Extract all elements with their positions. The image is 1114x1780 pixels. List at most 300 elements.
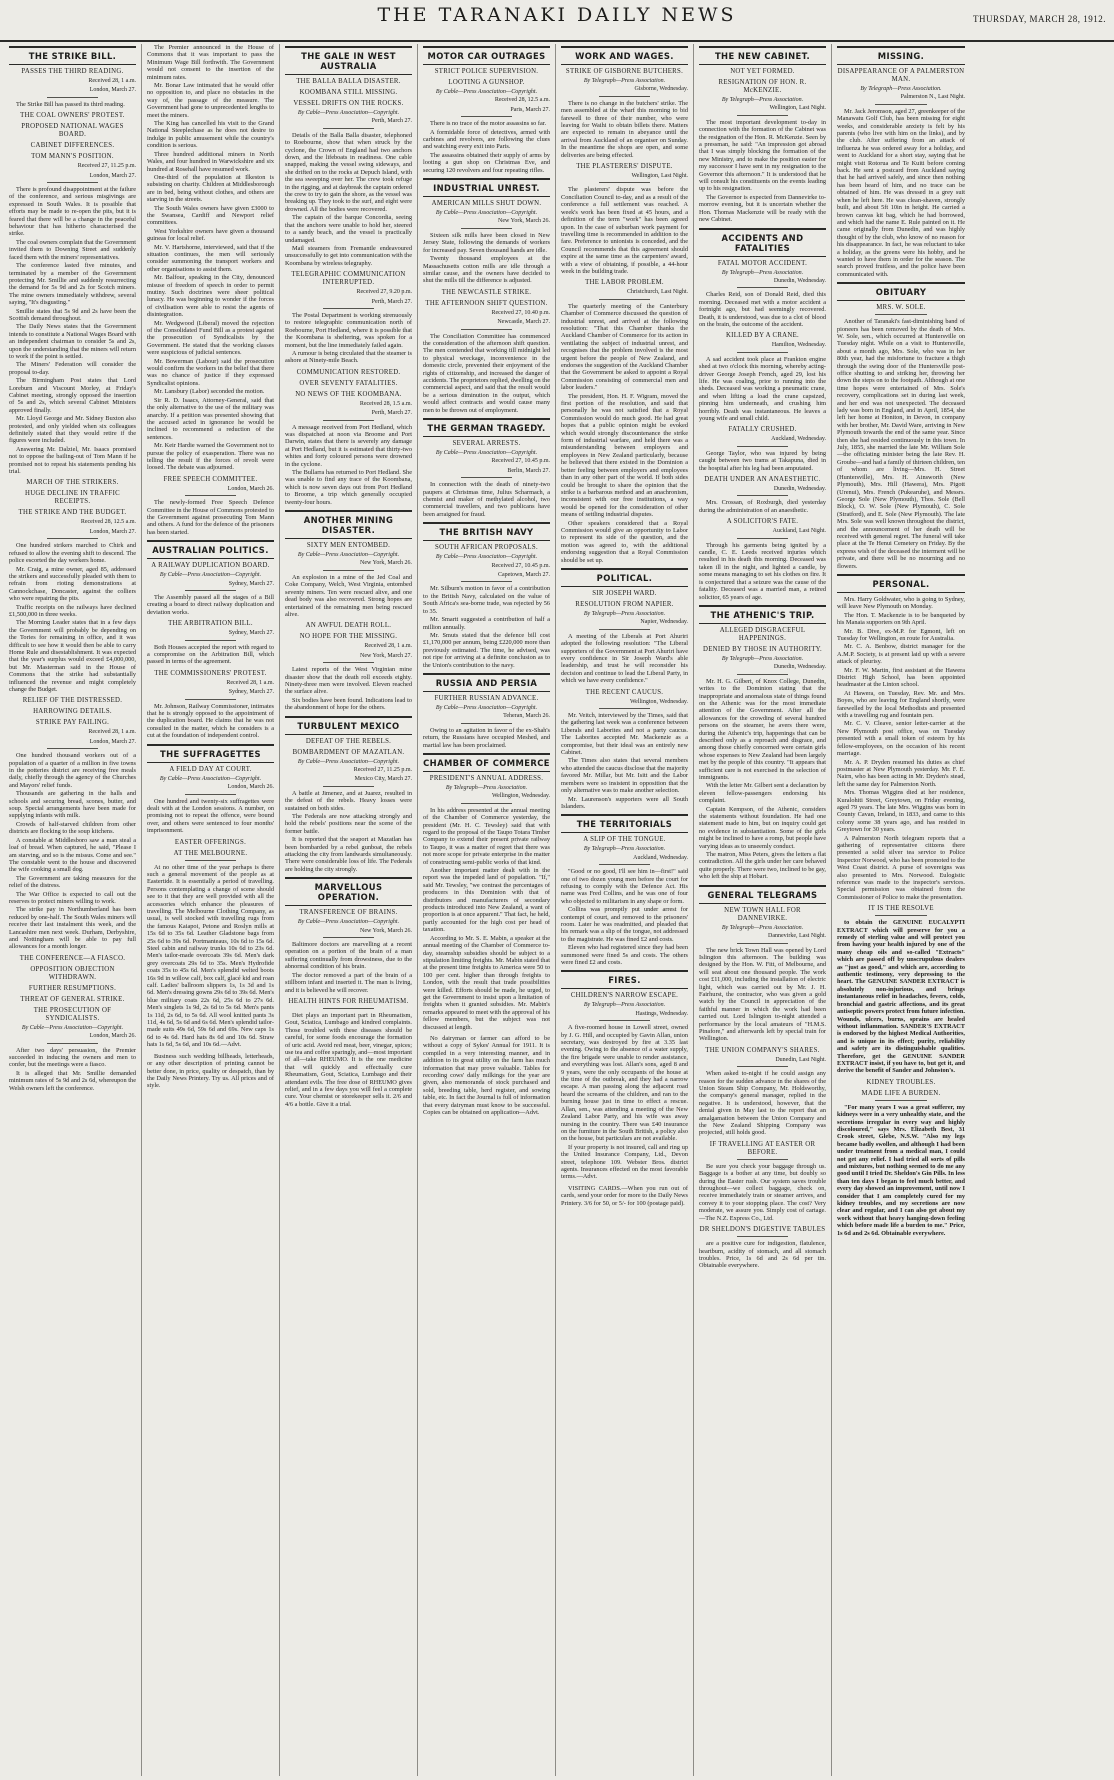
article-dateline: Wellington, Last Night. <box>769 105 826 112</box>
news-article <box>147 44 274 472</box>
article-paragraph: Latest reports of the West Virginian mine disaster show that the death roll exceeds eighty. Ninety-three men were involved. Eleven reached the surface alive. <box>285 666 412 696</box>
article-paragraph: The newly-formed Free Speech Defence Committee in the House of Commons protested to the Government against prosecuting Tom Mann and others. A fund for the defence of the prisoners has been started. <box>147 499 274 536</box>
article-subheading: SIR JOSEPH WARD. <box>592 589 657 597</box>
article-byline: By Telegraph—Press Association. <box>583 1002 666 1009</box>
article-paragraph: Charles Reid, son of Donald Reid, died this morning. Deceased met with a motor accident a fortnight ago, but had seemingly recovered. Death, it is understood, was due to a clot of blood on the brain, the outcome of the accident. <box>699 291 826 328</box>
article-dateline: London, March 26. <box>227 485 274 492</box>
article-paragraph: The Federals are now attacking strongly and hold the rebels' positions near the scene of the former battle. <box>285 813 412 835</box>
article-paragraph: Traffic receipts on the railways have declined £1,500,000 in three weeks. <box>9 603 136 618</box>
article-subheading: IF TRAVELLING AT EASTER OR BEFORE. <box>709 1140 816 1156</box>
article-paragraph: A rumour is being circulated that the steamer is ashore at Ninety-mile Beach. <box>285 349 412 365</box>
divider-rule <box>737 1159 788 1160</box>
article-subheading: KILLED BY A CRANE. <box>725 332 800 340</box>
article-paragraph: Mr. Lansbury (Labor) seconded the motion. <box>154 388 265 396</box>
news-column <box>832 44 970 1776</box>
news-article <box>561 568 688 685</box>
article-subheading: A SLIP OF THE TONGUE. <box>583 836 666 844</box>
article-dateline: London, March 27. <box>89 87 136 94</box>
article-dateline: Received 28, 1 a.m. <box>88 729 136 736</box>
article-subheading: STRIKE OF GISBORNE BUTCHERS. <box>565 68 684 75</box>
divider-rule <box>185 860 236 861</box>
article-paragraph: Eleven who had registered since they had been summoned were fined 5s and costs. The others were fined £2 and costs. <box>561 944 688 966</box>
article-subheading: NOT YET FORMED. <box>730 68 795 75</box>
issue-date: THURSDAY, MARCH 28, 1912. <box>972 14 1106 24</box>
article-subheading: LOOTING A GUNSHOP. <box>448 79 525 86</box>
article-dateline: Mexico City, March 27. <box>354 776 412 783</box>
article-subheading: DISAPPEARANCE OF A PALMERSTON MAN. <box>837 68 965 83</box>
article-paragraph: The Times also states that several members who attended the caucus disclose that the majority favored Mr. Millar, but Mr. Isitt and the Labor members were so insistent in opposition that the only alternative was to make another selection. <box>561 757 688 795</box>
article-paragraph: are a positive cure for indigestion, flatulence, heartburn, acidity of stomach, and all stomach troubles. Price, 1s 6d and 2s 6d per tin. Obtainable everywhere. <box>699 1240 826 1270</box>
article-dateline: London, March 27. <box>89 172 136 179</box>
article-byline: By Telegraph—Press Association. <box>721 655 804 662</box>
article-subheading: HARROWING DETAILS. <box>33 708 112 716</box>
article-headline: OBITUARY <box>837 282 965 301</box>
article-dateline: Palmerston N., Last Night. <box>900 94 965 101</box>
news-article <box>561 163 688 275</box>
news-article <box>699 46 826 224</box>
article-subheading: THE COMMISSIONERS' PROTEST. <box>154 669 267 677</box>
article-dateline: Paris, March 27. <box>510 106 550 113</box>
divider-rule <box>461 477 512 478</box>
article-paragraph: The Conciliation Committee has commenced the consideration of the afternoon shift question. The men contended that working till midnight led to physical wreckage, inconvenience in the domestic circle, prevented their enjoyment of the rights of citizenship, and increased the danger of accidents. The proprietors replied, dwelling on the commercial aspect, and said that the result would be a serious diminution in the output, which would affect contracts and would cause many men to be thrown out of employment. <box>423 332 550 414</box>
article-dateline: Received 28, 1.5 a.m. <box>359 400 412 407</box>
divider-rule <box>737 446 788 447</box>
article-dateline: New York, March 26. <box>360 927 412 934</box>
divider-rule <box>737 1066 788 1067</box>
article-subheading: BOMBARDMENT OF MAZATLAN. <box>292 748 405 756</box>
news-article <box>147 620 274 666</box>
article-headline: ANOTHER MINING DISASTER. <box>285 510 412 539</box>
article-paragraph: One-third of the population at Ilkeston is subsisting on charity. Children at Middlesborough are in bed, being without clothes, and others are starving in the streets. <box>147 173 274 204</box>
article-paragraph: No dairyman or farmer can afford to be without a copy of Sykes' Annual for 1911. It is compiled in a very interesting manner, and in addition to its great utility on the farm has much information that may prove valuable. Tables for recording cows' daily milkings for the year are given, also memoranda of stock purchased and sold, breeding table, herd register, and sowing table, etc. In fact the Journal is full of information that every dairyman must know to be successful. Copies can be obtained on application—Advt. <box>423 1034 550 1117</box>
article-subheading: A RAILWAY DUPLICATION BOARD. <box>151 562 270 570</box>
article-dateline: Received 27, 10.45 p.m. <box>491 562 550 569</box>
article-paragraph: Captain Kempson, of the Athenic, considers the statements without foundation. He had one statement made to him, but on inquiry could get no evidence in substantiation. Some of the girls might be inclined to have a romp, but people have varying ideas as to unseemly conduct. <box>699 805 826 850</box>
divider-rule <box>47 538 98 539</box>
article-paragraph: The Miners' Federation will consider the proposal to-day. <box>9 361 136 376</box>
article-paragraph: The Daily News states that the Government intends to constitute a National Wages Board with an independent chairman to consider 5s and 2s, upon the understanding that the miners will return to work if the point is settled. <box>9 323 136 360</box>
article-subheading: THREAT OF GENERAL STRIKE. <box>20 995 125 1003</box>
article-subheading: THE UNION COMPANY'S SHARES. <box>705 1046 820 1054</box>
news-article <box>699 332 826 422</box>
article-paragraph: A five-roomed house in Lowell street, owned by J. G. Hill, and occupied by Gavin Allan, union secretary, was destroyed by fire at 3.35 last evening. Owing to the absence of a water supply, the fire brigade were unable to render assistance, and everything was lost. Allan's sons, aged 8 and 9 years, were the only occupants of the house at the time of the outbreak, and they had a narrow escape. A man passing along the adjacent road heard the screams of the children, and ran to the burning house just in time to effect a rescue. Allan, sen., was attending a meeting of the New Zealand Labor Party, and his wife was away nursing in the country. There was £40 insurance on the furniture in the South British, a policy also on the house, but particulars are not available. <box>561 1024 688 1143</box>
article-byline: By Telegraph—Press Association. <box>445 784 528 791</box>
divider-rule <box>185 590 236 591</box>
article-paragraph: Crowds of half-starved children from other districts are flocking to the soup kitchens. <box>9 820 136 836</box>
article-dateline: New York, March 26. <box>360 560 412 567</box>
article-subheading: THE STRIKE AND THE BUDGET. <box>18 509 127 517</box>
article-subheading: THE LABOR PROBLEM. <box>585 279 664 287</box>
news-article <box>837 574 965 901</box>
article-headline: THE SUFFRAGETTES <box>147 744 274 763</box>
divider-rule <box>461 116 512 117</box>
article-subheading: STRICT POLICE SUPERVISION. <box>434 68 539 75</box>
article-dateline: Capetown, March 27. <box>498 572 550 579</box>
article-subheading: FURTHER RESUMPTIONS. <box>28 984 117 992</box>
article-paragraph: Mrs. Harry Goldwater, who is going to Sydney, will leave New Plymouth on Monday. <box>837 595 965 611</box>
article-paragraph: VISITING CARDS.—When you run out of cards, send your order for more to the Daily News Printery. 3/6 for 50, or 5/- for 100 (postage paid). <box>561 1184 688 1207</box>
article-headline: MARVELLOUS OPERATION. <box>285 877 412 906</box>
article-dateline: Received 27, 9.20 p.m. <box>356 289 412 296</box>
article-dateline: Wellington, Wednesday. <box>629 698 688 705</box>
article-byline: By Telegraph—Press Association. <box>860 86 942 92</box>
divider-rule <box>185 699 236 700</box>
article-paragraph: It is alleged that Mr. Smillie demanded minimum rates of 5s 9d and 2s 6d, whereupon the Welsh owners left the conference. <box>9 1069 136 1092</box>
article-subheading: DR SHELDON'S DIGESTIVE TABULES <box>699 1226 826 1234</box>
news-article <box>837 282 965 570</box>
article-paragraph: It is reported that the seaport at Mazatlan has been bombarded by a rebel gunboat, the rebels attacking the city from landwards simultaneously. There were considerable loss of life. The Federals are holding the city strongly. <box>285 836 412 873</box>
divider-rule <box>737 538 788 539</box>
article-paragraph: The South Wales owners have given £3000 to the Swansea, Cardiff and Newport relief committees. <box>147 204 274 227</box>
article-subheading: NO HOPE FOR THE MISSING. <box>299 633 398 641</box>
article-paragraph: With the letter Mr. Gilbert sent a declaration by eleven fellow-passengers endorsing his complaint. <box>699 782 826 805</box>
news-article <box>837 1079 965 1237</box>
article-paragraph: According to Mr. S. E. Mabin, a speaker at the annual meeting of the Chamber of Commerce to-day, steamship subsidies should be subject to a stipulation limiting freights. Mr. Mabin stated that at the present time freights to America were 50 to 100 per cent. higher than through freights to London, with the result that trade possibilities were killed. Efforts should be made, he urged, to get the Government to insist upon a limitation of freights when it granted subsidies. Mr. Mabin's remarks appeared to meet with the approval of his fellow members, but the subject was not discussed at length. <box>423 934 550 1031</box>
article-headline: MOTOR CAR OUTRAGES <box>423 46 550 65</box>
article-subheading: TELEGRAPHIC COMMUNICATION INTERRUPTED. <box>291 271 406 287</box>
article-byline: By Telegraph—Press Association. <box>583 846 666 853</box>
article-byline: By Cable—Press Association—Copyright. <box>297 552 400 559</box>
news-article <box>561 1185 688 1207</box>
article-paragraph: Mr. C. V. Cleave, senior letter-carrier at the New Plymouth post office, was on Tuesday presented with a small token of esteem by his fellow-employees, on the occasion of his recent marriage. <box>837 720 965 758</box>
news-article <box>699 885 826 1043</box>
article-subheading: THE RECENT CAUCUS. <box>585 688 664 696</box>
article-dateline: Dunedin, Wednesday. <box>773 664 826 671</box>
article-paragraph: Both Houses accepted the report with regard to a compromise on the Arbitration Bill, which passed in terms of the agreement. <box>147 643 274 666</box>
article-subheading: SEVERAL ARRESTS. <box>452 440 521 447</box>
article-paragraph: Diet plays an important part in Rheumatism, Gout, Sciatica, Lumbago and kindred complaints. Those troubled with these diseases should be careful, for some foods encourage the formation of uric acid. Avoid red meat, beer, vinegar, spices; use tea and coffee sparingly, and—most important of all—take RHEUMO. It is the one medicine that will quickly and effectually cure Rheumatism, Gout, Sciatica, Lumbago and their attendant evils. The free dose of RHEUMO gives relief, and in a few days you will feel a complete cure. Your chemist or storekeeper sells it. 2/6 and 4/6 a bottle. Give it a trial. <box>285 1011 412 1108</box>
article-subheading: OPPOSITION OBJECTION WITHDRAWN. <box>30 965 115 981</box>
article-paragraph: The plasterers' dispute was before the Conciliation Council to-day, and as a result of the conference a full settlement was reached. A week's work has been fixed at 45 hours, and a definition of the term "work" has been agreed upon. In the case of suburban work payment for travelling time is recommended in addition to the fare. Preference to unionists is conceded, and the Council recommends that this agreement should expire at the same time as the carpenters' award, with a view of obtaining, if possible, a 44-hour week in the building trade. <box>561 186 688 275</box>
news-article <box>561 970 688 1180</box>
article-subheading: STRIKE PAY FAILING. <box>35 719 110 727</box>
article-paragraph: At Hawera, on Tuesday, Rev. Mr. and Mrs. Boyes, who are leaving for England shortly, were farewelled by the local Methodists and presented with a travelling rug and fountain pen. <box>837 689 965 720</box>
article-subheading: THE PROSECUTION OF SYNDICALISTS. <box>33 1006 112 1022</box>
article-byline: By Cable—Press Association—Copyright. <box>435 704 538 711</box>
article-subheading: FREE SPEECH COMMITTEE. <box>163 475 258 483</box>
article-dateline: Dunedin, Wednesday. <box>773 277 826 284</box>
article-dateline: Gisborne, Wednesday. <box>634 86 688 93</box>
news-article <box>423 418 550 518</box>
article-subheading: NO NEWS OF THE KOOMBANA. <box>295 390 402 398</box>
article-dateline: Received 28, 1 a.m. <box>88 78 136 84</box>
article-subheading: PASSES THE THIRD READING. <box>21 68 124 75</box>
article-paragraph: Another of Taranaki's fast-diminishing band of pioneers has been removed by the death of Mrs. W. Sole, sen., which occurred at Huntersville on Tuesday night. While on a visit to Huntersville, about a month ago, Mrs. Sole, who was in her 80th year, had the misfortune to fracture a thigh through the swing door of the Huntersville post-office shutting to and striking her, throwing her down the steps on to the footpath. Although at one time hopes were entertained of Mrs. Sole's recovery, complications set in during last week, and her end was not unexpected. The deceased lady was born in England, and in April, 1854, she left her home at Honiton, in Devon, in company with her brother, Mr. David Ware, arriving in New Plymouth towards the end of the same year. Since then she had resided continuously in this town. In July, 1855, she married the late Mr. William Sole—the officiating minister being the late Rev. H. Groube—and had a family of thirteen children, ten of whom are living—Mrs. H. Street (Huntersville), Mrs. H. Ainsworth (New Plymouth), Mrs. Hill (Hawera), Mrs. Pigott (Urenui), Mrs. French (Pukearuhe), and Messrs. George Sole (New Plymouth), Thos. Sole (Bell Block), O. W. Sole (New Plymouth), C. Sole (Stratford), and E. Sole (New Plymouth). The late Mrs. Sole was well known throughout the district, and the announcement of her death will be received with general regret. The funeral will take place at the Te Henui Cemetery on Friday. By the express wish of the deceased the interment will be private, and there will be no mourning and no flowers. <box>837 318 965 570</box>
divider-rule <box>599 96 650 97</box>
article-paragraph: Twenty thousand employees at the Massachusetts cotton mills are idle through a similar cause, and the owners have decided to shut the mills till the difference is adjusted. <box>423 255 550 285</box>
article-dateline: Sydney, March 27. <box>228 689 274 696</box>
article-paragraph: The quarterly meeting of the Canterbury Chamber of Commerce discussed the question of industrial unrest, and arrived at the following resolution: "That this Chamber thanks the Auckland Chamber of Commerce for its action in ventilating the subject of industrial unrest, and recognises that the problem involved is the most urgent before the people of New Zealand, and endorses the suggestion of the Auckland Chamber that the Government be asked to appoint a Royal Commission consisting of commercial men and labor leaders." <box>561 302 688 392</box>
news-column <box>4 44 142 1776</box>
article-dateline: Perth, March 27. <box>371 118 412 125</box>
news-column <box>280 44 418 1776</box>
article-subheading: TOM MANN'S POSITION. <box>31 153 114 161</box>
news-article <box>699 1226 826 1270</box>
divider-rule <box>47 748 98 749</box>
article-subheading: MRS. W. SOLE. <box>876 304 926 312</box>
article-paragraph: A Palmerston North telegram reports that a gathering of representative citizens there presented a solid silver tea service to Police Inspector Norwood, who has been promoted to the West Coast district. A purse of sovereigns was also presented to Mrs. Norwood. Eulogistic reference was made to the inspector's services. Special permission was obtained from the Commissioner of Police to make the presentation. <box>837 834 965 901</box>
article-dateline: Berlin, March 27. <box>507 467 550 474</box>
news-article <box>699 518 826 601</box>
article-headline: THE BRITISH NAVY <box>423 522 550 541</box>
article-subheading: THE PLASTERERS' DISPUTE. <box>576 163 673 171</box>
article-paragraph: The coal owners complain that the Government invited them to Downing Street and suddenly faced them with the miners' representatives. <box>9 238 136 261</box>
news-article <box>285 716 412 874</box>
article-paragraph: The Bullarra has returned to Port Hedland. She was unable to find any trace of the Koombana, which is now seven days out from Port Hedland to Broome, a trip which generally occupied twenty-four hours. <box>285 469 412 506</box>
article-byline: By Cable—Press Association—Copyright. <box>435 554 538 561</box>
divider-rule <box>875 314 926 315</box>
article-subheading: AN AWFUL DEATH ROLL. <box>305 622 392 630</box>
article-dateline: Dunedin, Wednesday. <box>773 486 826 493</box>
news-article <box>561 814 688 966</box>
article-headline: THE GALE IN WEST AUSTRALIA <box>285 46 412 75</box>
article-dateline: Dunedin, Last Night. <box>775 1056 826 1063</box>
article-paragraph: "For many years I was a great sufferer, my kidneys were in a very unhealthy state, and the secretions irregular in every way and highly discoloured," says Mrs. Elizabeth Best, 31 Crook street, Glebe, N.S.W. "Also my legs became badly swollen, and although I had been under treatment from a medical man, I could not get any relief. I had tried all sorts of pills and mixtures, but nothing seemed to do me any good until I tried Dr. Sheldon's Gin Pills. In less than ten days I began to feel much better, and every day showed an improvement, until now I consider that I am completely cured for my kidney troubles, and my secretions are now clear and regular, and I can also get about my work without that heavy hanging-down feeling which before made life a burden to me." Price, 1s 6d and 2s 6d. Obtainable everywhere. <box>837 1103 966 1237</box>
news-article <box>423 753 550 1031</box>
article-subheading: SIXTY MEN ENTOMBED. <box>306 542 391 550</box>
article-dateline: Sydney, March 27. <box>228 580 274 587</box>
divider-rule <box>461 803 512 804</box>
divider-rule <box>737 674 788 675</box>
divider-rule <box>461 723 512 724</box>
divider-rule <box>47 97 98 98</box>
article-paragraph: The conference lasted five minutes, and terminated by a member of the Government protecting Mr. Smillie and suddenly resurrecting the demand for 5s 9d and 2s for Scotch miners. The mine owners immediately withdrew, several saying, "It's disgusting." <box>9 262 136 307</box>
article-dateline: Received 27, 10.40 p.m. <box>491 309 550 316</box>
divider-rule <box>599 182 650 183</box>
article-dateline: Napier, Wednesday. <box>640 619 688 626</box>
article-headline: ACCIDENTS AND FATALITIES <box>699 228 826 257</box>
article-paragraph: Answering Mr. Dalziel, Mr. Isaacs promised not to oppose the bailing-out of Tom Mann if he promised not to repeat his statements pending his trial. <box>9 445 136 476</box>
article-paragraph: Mr. Smuts stated that the defence bill cost £1,170,000 per annum, being £220,000 more than previously estimated. The time, he advised, was not ripe for arriving at a definite conclusion as to the Union's contribution to the navy. <box>423 631 550 669</box>
news-article <box>699 1047 826 1137</box>
article-subheading: AT THE MELBOURNE. <box>173 849 248 857</box>
divider-rule <box>323 570 374 571</box>
article-paragraph: The strike pay in Northumberland has been reduced by one-half. The South Wales miners will receive their last instalment this week, and the Lancashire men next week. Durham, Derbyshire, and Nottingham will be able to pay full allowances for a month longer. <box>9 906 136 951</box>
article-byline: By Cable—Press Association—Copyright. <box>21 1024 124 1031</box>
article-byline: By Cable—Press Association—Copyright. <box>297 919 400 926</box>
divider-rule <box>875 1100 926 1101</box>
news-article <box>285 877 412 994</box>
article-paragraph: Collins was promptly put under arrest for contempt of court, and removed to the prisoners' room. Later he was readmitted, and pleaded that his remark was a slip of the tongue, not addressed to the magistrate. He was fined £2 and costs. <box>561 906 688 943</box>
article-subheading: CHILDREN'S NARROW ESCAPE. <box>570 992 679 1000</box>
article-dateline: Received 28, 1 a.m. <box>226 679 274 686</box>
article-subheading: RESOLUTION FROM NAPIER. <box>575 600 674 608</box>
article-subheading: FURTHER RUSSIAN ADVANCE. <box>434 694 539 702</box>
divider-rule <box>599 708 650 709</box>
divider-rule <box>461 329 512 330</box>
article-subheading: ALLEGED DISGRACEFUL HAPPENINGS. <box>719 626 806 642</box>
article-byline: By Cable—Press Association—Copyright. <box>297 758 400 765</box>
article-subheading: A SOLICITOR'S FATE. <box>726 518 799 526</box>
article-dateline: Auckland, Wednesday. <box>771 436 826 443</box>
article-byline: By Cable—Press Association—Copyright. <box>297 110 400 116</box>
news-article <box>699 1141 826 1222</box>
article-subheading: NEW TOWN HALL FOR DANNEVIRKE. <box>724 906 801 922</box>
article-paragraph: In his address presented at the annual meeting of the Chamber of Commerce yesterday, the president (Mr. H. C. Tewsley) said that with regard to the proposal of the Taupo Totara Timber Company to extend their present private railway to Taupo, it was a matter of regret that there was not more scope for private enterprise in the matter of constructing semi-public works of that kind. <box>423 806 550 866</box>
article-paragraph: Mr. Johnson, Railway Commissioner, intimates that he is strongly opposed to the appointment of the duplication board. He claims that he was not consulted in the matter, which he considers is a cut at the foundation of independent control. <box>147 702 274 740</box>
article-byline: By Cable—Press Association—Copyright. <box>159 775 262 782</box>
article-paragraph: The Morning Leader states that in a few days the Government will probably be depending on the Tories for remaining in office, and it was difficult to see how it would then be able to carry Home Rule and disestablishment. It was expected that the year's surplus would exceed £4,000,000, but Mr. Masterman said in the House of Commons that the strike had substantially influenced the revenue and might completely change the Budget. <box>9 619 136 693</box>
news-article <box>423 1035 550 1116</box>
article-dateline: Teheran, March 26. <box>503 713 550 720</box>
news-article <box>147 839 274 1049</box>
article-paragraph: Mr. B. Dive, ex-M.P. for Egmont, left on Tuesday for Wellington, en route for Australia. <box>837 627 965 642</box>
article-subheading: EASTER OFFERINGS. <box>174 838 247 846</box>
article-headline: CHAMBER OF COMMERCE <box>423 753 550 772</box>
article-dateline: Hamilton, Wednesday. <box>771 342 826 349</box>
article-headline: THE GERMAN TRAGEDY. <box>423 418 550 437</box>
article-paragraph: West Yorkshire owners have given a thousand guineas for local relief. <box>147 227 274 243</box>
article-paragraph: Be sure you check your baggage through us. Baggage is a bother at any time, but doubly so during the Easter rush. Our system saves trouble throughout—we collect baggage, check on, receive immediately train or steamer arrives, and convey it to your stopping place. The cost? Very moderate, we assure you. Simply cost of cartage.—The N.Z. Express Co., Ltd. <box>699 1162 826 1222</box>
article-paragraph: Mr. F. W. Martin, first assistant at the Hawera District High School, has been appointed headmaster at the Linton school. <box>837 666 965 689</box>
article-subheading: DEATH UNDER AN ANAESTHETIC. <box>704 476 821 484</box>
article-paragraph: After two days' persuasion, the Premier succeeded in inducing the owners and men to confer, but the meetings were a fiasco. <box>9 1046 136 1069</box>
article-subheading: THE CONFERENCE—A FIASCO. <box>19 954 126 962</box>
divider-rule <box>323 937 374 938</box>
article-paragraph: A sad accident took place at Frankton engine shed at two o'clock this morning, whereby acting-driver George Joseph French, aged 29, lost his life. He was coaling, prior to running into the sheds. Deceased was working a pneumatic crane, and when lifting a load the crane capsized, pinning him underneath, and crushing him horribly. Death was instantaneous. He leaves a young wife and small child. <box>699 355 826 422</box>
article-dateline: Received 28, 12.5 a.m. <box>80 519 136 526</box>
article-paragraph: Mail steamers from Fremantle endeavoured unsuccessfully to get into communication with the Koombana by wireless telegraphy. <box>285 244 412 267</box>
divider-rule <box>737 287 788 288</box>
article-paragraph: Details of the Balla Balla disaster, telephoned to Roebourne, show that when struck by the cyclone, the Crown of England had two anchors down, and the lifeboats in readiness. One cable snapped, making the vessel swing sideways, and she drifted on to the rocks at Depuch Island, with the sea sweeping over her. The crew took refuge in the rigging, and at daybreak the captain ordered the crew to try to gain the shore, as the vessel was breaking up. They took to the surf, and eight were drowned. All the bodies were recovered. <box>285 131 412 213</box>
divider-rule <box>599 299 650 300</box>
article-paragraph: Smillie states that 5s 9d and 2s have been the Scottish demand throughout. <box>9 307 136 322</box>
article-paragraph: The doctor removed a part of the brain of a stillborn infant and inserted it. The man is living, and it is believed he will recover. <box>285 971 412 994</box>
article-paragraph: The War Office is expected to call out the reserves to protect miners willing to work. <box>9 890 136 905</box>
article-subheading: KOOMBANA STILL MISSING. <box>299 89 398 96</box>
article-paragraph: Mr. Wedgwood (Liberal) moved the rejection of the Consolidated Fund Bill as a protest against the prosecution of Syndicalists by the Government. He stated that the working classes were suspicious of judicial sentences. <box>147 319 274 357</box>
article-paragraph: Baltimore doctors are marvelling at a recent operation on a portion of the brain of a man suffering continually from drowsiness, due to the abnormal condition of his brain. <box>285 941 412 971</box>
news-article <box>9 479 136 693</box>
article-paragraph: The president, Hon. H. F. Wigram, moved the first portion of the resolution, and said that personally he was not satisfied that a Royal Commission would do much good. He had great hopes that a public opinion might be evoked which would strongly discountenance the strike form of industrial warfare, and held there was a misunderstanding between employers and employees in New Zealand particularly, because he believed that there existed in the Dominion a better feeling between employers and employees than in any other part of the world. If both sides could be brought to share the opinion that the strike is a barbarous method and an anachronism, inconsistent with our free institutions, a way would be opened for the consideration of other means of settling industrial disputes. <box>561 392 688 519</box>
newspaper-title: THE TARANAKI DAILY NEWS <box>377 4 737 26</box>
news-article <box>837 46 965 278</box>
article-subheading: THE ARBITRATION BILL. <box>168 620 253 628</box>
divider-rule <box>461 228 512 229</box>
article-subheading: COMMUNICATION RESTORED. <box>296 368 401 376</box>
article-dateline: Received 27, 11.25 p.m. <box>77 163 136 170</box>
article-byline: By Telegraph—Press Association. <box>721 924 804 931</box>
article-dateline: Received 28, 12.5 a.m. <box>494 97 550 104</box>
article-paragraph: Through his garments being ignited by a candle, C. E. Leeds received injuries which resulted in his death this morning. Deceased was taken ill in the night, and lighted a candle, by some means managing to set his clothes on fire. It is conjectured that a seizure was the cause of the fatality. Deceased was a married man, a retired solicitor, 65 years of age. <box>699 541 826 601</box>
article-paragraph: A message received from Port Hedland, which was dispatched at noon via Broome and Port Darwin, states that there is severely any damage at Port Hedland, but it is estimated that thirty-two whites and forty coloured persons were drowned in the cyclone. <box>285 423 412 468</box>
article-dateline: Received 27, 10.45 p.m. <box>491 458 550 465</box>
divider-rule <box>737 943 788 944</box>
article-paragraph: The Strike Bill has passed its third reading. <box>16 100 125 108</box>
divider-rule <box>875 104 926 105</box>
news-article <box>837 905 965 1075</box>
article-byline: By Telegraph—Press Association. <box>583 610 666 617</box>
article-byline: By Cable—Press Association—Copyright. <box>435 210 538 217</box>
article-dateline: London, March 27. <box>89 738 136 745</box>
article-subheading: RELIEF OF THE DISTRESSED. <box>22 697 123 705</box>
article-paragraph: Mr. A. P. Dryden resumed his duties as chief postmaster at New Plymouth yesterday. Mr. F. E. Nairn, who has been acting in Mr. Dryden's stead, left the same day for Palmerston North. <box>837 758 965 788</box>
divider-rule <box>599 1020 650 1021</box>
article-paragraph: Mr. C. A. Benbow, district manager for the A.M.P. Society, is at present laid up with a severe attack of pleurisy. <box>837 643 965 666</box>
news-article <box>423 522 550 669</box>
news-article <box>9 112 136 475</box>
page-columns <box>4 44 1110 1776</box>
article-paragraph: A battle at Jimenez, and at Juarez, resulted in the defeat of the rebels. Heavy losses were sustained on both sides. <box>285 789 412 812</box>
article-paragraph: A meeting of the Liberals at Port Ahuriri adopted the following resolution: "The Liberal supporters of the Government at Port Ahuriri have every confidence in Sir Joseph Ward's able leadership, and trust he will reconsider his decision and continue to lead the Liberal Party, in which we have every confidence." <box>561 632 688 685</box>
news-article <box>423 178 550 285</box>
article-paragraph: At no other time of the year perhaps is there such a general movement of the people as at Eastertide. It is essentially a period of travelling. Persons contemplating a change of scene should see to it that they are well provided with all the accessories which enhance the pleasures of travelling. The Melbourne Clothing Company, as usual, is well stocked with travelling rugs from the famous Kaiapoi, Petone and Roslyn mills at 15s 6d to 35s 6d. Leather Gladstone bags from 25s 6d to 39s 6d. Portmanteaus, 10s 6d to 15s 6d. Steel cabin and railway trunks 10s 6d to 23s 6d. Men's tailor-made overcoats 39s 6d. Men's dark grey overcoats 29s 6d to 35s. Men's Hydrofide coats 35s to 45s 6d. Men's splendid welted boots 16s 9d in willow calf, box calf, glacé kid and roan calf. Ladies' ballroom slippers 1s, 1s 3d and 1s 6d. Men's dressing gowns 29s 6d to 39s 6d. Men's blue military coats 22s 6d, 25s 6d to 27s 6d. Men's singlets 1s 9d, 2s 6d to 5s 6d. Men's pants 1s 11d, 2s 6d, to 5s 6d. All wool knitted pants 3s 11d, 4s 6d, 5s 6d and 6s 6d. Men's splendid tailor-made suits 49s 6d, 59s 6d and 69s. New caps 1s 6d to 4s 6d. Hard hats 8s 6d and 10s 6d. Straw hats 1s 6d, 5s 6d, and 10s 6d.—Advt. <box>147 863 274 1049</box>
article-headline: THE STRIKE BILL. <box>9 46 136 65</box>
article-dateline: London, March 26. <box>227 784 274 791</box>
news-article <box>423 289 550 414</box>
article-headline: THE ATHENIC'S TRIP. <box>699 605 826 624</box>
article-headline: POLITICAL. <box>561 568 688 587</box>
article-dateline: Wellington, Last Night. <box>631 173 688 180</box>
divider-rule <box>323 128 374 129</box>
masthead <box>0 0 1114 42</box>
divider-rule <box>737 1236 788 1237</box>
article-paragraph: Mr. Bonar Law intimated that he would offer no opposition to, and place no obstacles in the way of, the passage of the measure. The Government had gone to unprecedented lengths to meet the miners. <box>147 82 274 119</box>
article-paragraph: Three hundred additional miners in North Wales, and four hundred in Warwickshire and six hundred at Rosehall have resumed work. <box>147 150 274 173</box>
article-paragraph: Mr. Lloyd George and Mr. Sidney Buxton also protested, and only yielded when six colleagues definitely stated that they would retire if the figures were included. <box>9 415 136 445</box>
article-subheading: KIDNEY TROUBLES. <box>866 1078 936 1086</box>
article-paragraph: There is no change in the butchers' strike. The men assembled at the wharf this morning to bid farewell to three of their number, who were leaving for Waihi to obtain billets there. Matters are expected to remain in abeyance until the arrival from Auckland of an organiser on Sunday. In the meantime the shops are open, and some deliveries are being effected. <box>561 99 688 159</box>
article-byline: By Cable—Press Association—Copyright. <box>435 89 538 95</box>
news-column <box>142 44 280 1776</box>
news-article <box>699 605 826 881</box>
article-paragraph: There is no trace of the motor assassins so far. <box>430 120 547 128</box>
article-paragraph: Mr. H. G. Gilbert, of Knox College, Dunedin, writes to the Dominion stating that the inappropriate and anomalous state of things found on the Athenic was for the most immediate attention of the Government. After all the allowances for the crowding of several hundred persons on the steamer, he avers there were, during the Athenic's trip, happenings that can be described only as a reproach and disgrace, and among those chiefly concerned were certain girls whose expenses to New Zealand had been largely met by the people of this country. "It appears that sufficient care is not exercised in the selection of immigrants. <box>699 677 826 781</box>
article-dateline: Perth, March 27. <box>371 410 412 417</box>
article-paragraph: One hundred and twenty-six suffragettes were dealt with at the London sessions. A number, on promising not to repeat the offence, were bound over, and others were sentenced to four months' imprisonment. <box>147 797 274 835</box>
article-paragraph: Business such wedding billheads, letterheads, or any other description of printing cannot be better done, in price, quality or despatch, than by the Daily News Printery. Try us. All prices and of style. <box>147 1052 274 1090</box>
article-subheading: THE NEWCASTLE STRIKE. <box>441 288 532 296</box>
article-headline: AUSTRALIAN POLITICS. <box>147 540 274 559</box>
news-article <box>561 689 688 811</box>
article-dateline: Newcastle, March 27. <box>497 319 550 326</box>
article-subheading: A FIELD DAY AT COURT. <box>169 765 252 773</box>
article-paragraph: If your property is not insured, call and ring up the United Insurance Company, Ltd., Devon street, telephone 109. Webster Bros. district agents. Insurances effected on the most favorable terms.—Advt. <box>561 1143 688 1181</box>
article-paragraph: In connection with the death of ninety-two paupers at Christmas time, Julius Scharmach, a chemist and maker of methylated alcohol, two commercial travellers, and two publicans have been arraigned for fraud. <box>423 481 550 518</box>
article-subheading: THE AFTERNOON SHIFT QUESTION. <box>425 299 548 307</box>
article-paragraph: The most important development to-day in connection with the formation of the Cabinet was the resignation of the Hon. R. McKenzie. Seen by a pressman, he said: "An impression got abroad that I was simply blocking the formation of the new Ministry, and to make the position easier for my successor I have sent in my resignation to the Governor this afternoon." It is understood that he will consult his constituents on the events leading up to his resignation. <box>699 118 826 193</box>
article-headline: THE TERRITORIALS <box>561 814 688 833</box>
article-dateline: Dannevirke, Last Night. <box>768 933 826 940</box>
article-headline: MISSING. <box>837 46 965 65</box>
article-paragraph: The Government are taking measures for the relief of the distress. <box>9 874 136 890</box>
article-paragraph: A formidable force of detectives, armed with carbines and revolvers, are following the clues and watching every exit into Paris. <box>423 128 550 151</box>
news-article <box>561 46 688 159</box>
article-dateline: Christchurch, Last Night. <box>627 289 688 296</box>
article-subheading: FATAL MOTOR ACCIDENT. <box>717 259 808 267</box>
article-subheading: THE COAL OWNERS' PROTEST. <box>20 112 125 120</box>
article-headline: FIRES. <box>561 970 688 989</box>
article-dateline: New York, March 27. <box>360 652 412 659</box>
news-article <box>423 673 550 749</box>
article-paragraph: Other speakers considered that a Royal Commission would give an opportunity to Labor to represent its side of the question, and the motion was agreed to, with the additional endorsing suggestion that a Royal Commission should be set up. <box>561 519 688 564</box>
divider-rule <box>461 581 512 582</box>
article-byline: By Telegraph—Press Association. <box>583 78 666 84</box>
article-paragraph: Mr. Keir Hardie warned the Government not to pursue the policy of exasperation. There was no telling the result if the forces of revolt were loosed. The debate was adjourned. <box>147 442 274 472</box>
article-paragraph: to obtain the GENUINE EUCALYPTI EXTRACT which will preserve for you a remedy of sterling value and will protect you from having your health injured by one of the many cheap oils and so-called "Extracts" which are passed off by unscrupulous dealers as "just as good," and which are, according to authentic testimony, very depressing to the heart. The GENUINE SANDER EXTRACT is absolutely non-injurious, and brings instantaneous relief in headaches, fevers, colds, bronchial and gastric affections, and its great antiseptic powers protect from future infection. Wounds, ulcers, burns, sprains are healed without inflammation. SANDER'S EXTRACT is endorsed by the highest Medical Authorities, and is unique in its effect; purity, reliability and safety are its distinguishable qualities. Therefore, get the GENUINE SANDER EXTRACT insist, if you have to, but get it, and derive the benefit of Sander and Johnston's. <box>837 919 965 1075</box>
article-headline: WORK AND WAGES. <box>561 46 688 65</box>
article-subheading: RESIGNATION OF HON. R. McKENZIE. <box>718 79 807 94</box>
article-dateline: Wellington, Wednesday. <box>491 793 550 800</box>
article-paragraph: The Postal Department is working strenuously to restore telegraphic communication north of Roebourne, Port Hedland, where it is possible that the Koombana is sheltering, was spoken for a moment, but the line immediately failed again. <box>285 311 412 349</box>
divider-rule <box>737 115 788 116</box>
news-article <box>285 998 412 1108</box>
news-article <box>423 46 550 174</box>
article-paragraph: Thousands are gathering in the halls and schools and securing bread, scones, butter, and soup. Special arrangements have been made for supplying infants with milk. <box>9 790 136 820</box>
article-dateline: New York, March 26. <box>498 218 550 225</box>
article-subheading: SOUTH AFRICAN PROPOSALS. <box>435 544 538 552</box>
news-article <box>285 271 412 365</box>
